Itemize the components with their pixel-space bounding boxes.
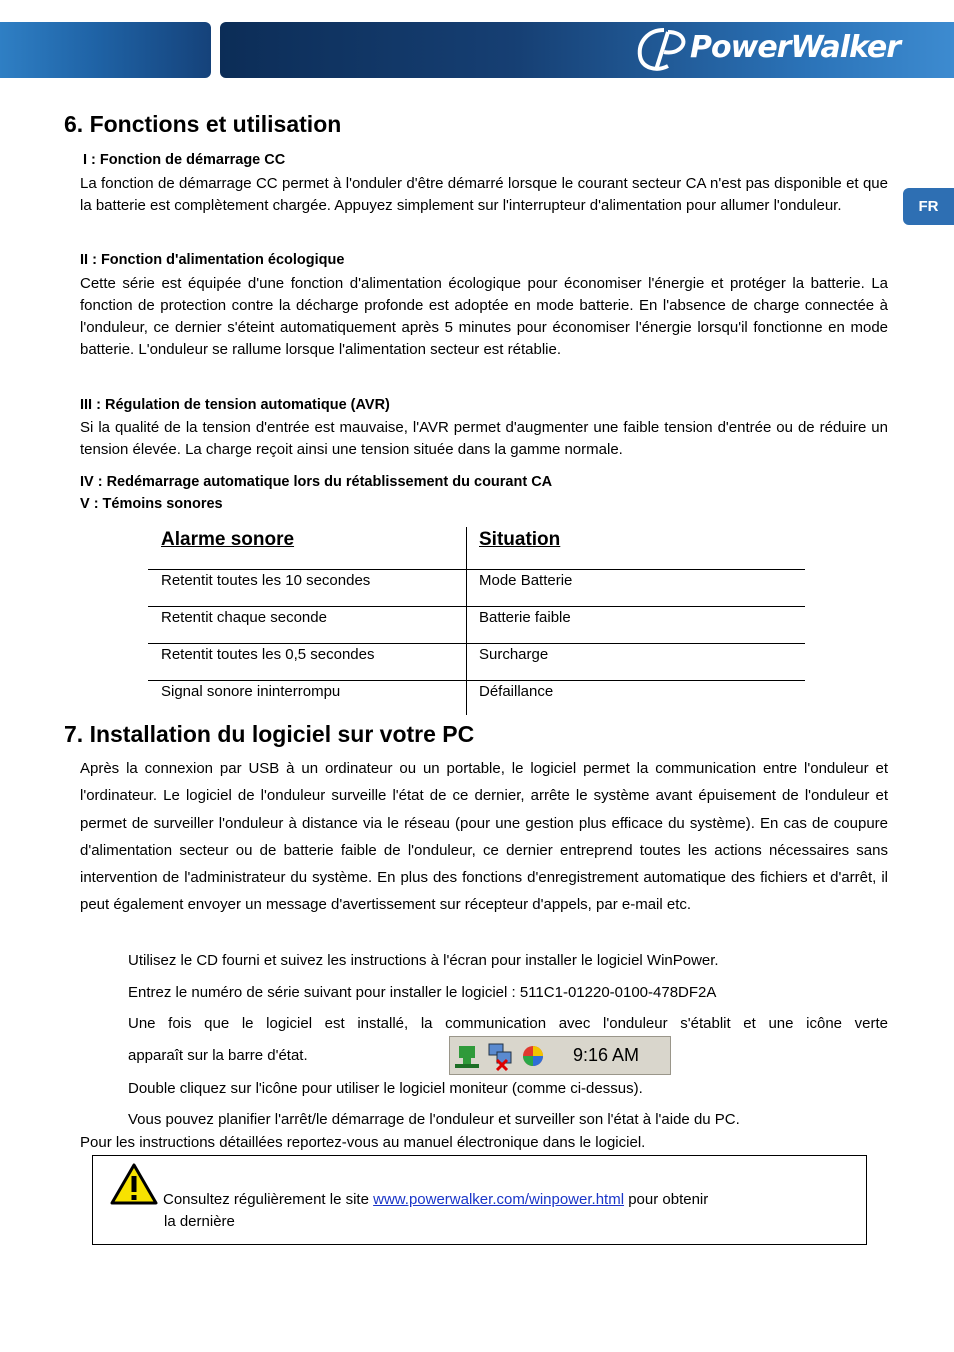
install-step-4: Double cliquez sur l'icône pour utiliser le logiciel moniteur (comme ci-dessus). bbox=[128, 1080, 643, 1097]
feature-5-heading: V : Témoins sonores bbox=[80, 496, 223, 512]
table-cell: Surcharge bbox=[479, 646, 549, 663]
table-cell: Signal sonore ininterrompu bbox=[161, 683, 341, 700]
table-rule bbox=[148, 606, 805, 607]
powerwalker-logo-icon bbox=[634, 26, 692, 74]
table-cell: Défaillance bbox=[479, 683, 554, 700]
tray-clock: 9:16 AM bbox=[573, 1045, 640, 1065]
manual-note: Pour les instructions détaillées reportez-vous au manuel électronique dans le logiciel. bbox=[80, 1134, 646, 1151]
install-step-5: Vous pouvez planifier l'arrêt/le démarrage de l'onduleur et surveiller son l'état à l'aide du PC. bbox=[128, 1111, 740, 1128]
table-header-alarm: Alarme sonore bbox=[161, 529, 295, 550]
feature-3-heading: III : Régulation de tension automatique (AVR) bbox=[80, 397, 390, 413]
section-7-title: 7. Installation du logiciel sur votre PC bbox=[64, 721, 475, 747]
table-cell: Mode Batterie bbox=[479, 572, 573, 589]
install-step-2: Entrez le numéro de série suivant pour installer le logiciel : 511C1-01220-0100-478DF2A bbox=[128, 984, 717, 1001]
color-wheel-icon bbox=[523, 1046, 543, 1066]
install-step-3-cont: apparaît sur la barre d'état. bbox=[128, 1047, 308, 1064]
install-step-1: Utilisez le CD fourni et suivez les instructions à l'écran pour installer le logiciel WinPower. bbox=[128, 952, 719, 969]
section-7-intro: Après la connexion par USB à un ordinateur ou un portable, le logiciel permet la communication entre l'onduleur et l'ordinateur. Le logiciel de l'onduleur surveille l'état de ce dernier, arrête le système avant épuisement de l'onduleur et permet de surveiller l'onduleur à distance via le réseau (pour une gestion plus efficace du système). En cas de coupure d'alimentation secteur ou de batterie faible de l'onduleur, ce dernier entreprend toutes les actions nécessaires sans intervention de l'administrateur du système. En plus des fonctions d'enregistrement automatique des fichiers et d'arrêt, il peut également envoyer un message d'avertissement sur récepteur d'appels, par e-mail etc. bbox=[80, 760, 888, 914]
feature-2-heading: II : Fonction d'alimentation écologique bbox=[80, 252, 345, 268]
table-header-situation: Situation bbox=[479, 529, 561, 550]
header-banner-left bbox=[0, 22, 211, 78]
alarm-table bbox=[148, 527, 805, 715]
feature-1-text: La fonction de démarrage CC permet à l'onduler d'être démarré lorsque le courant secteur CA n'est pas disponible et que la batterie est complètement chargée. Appuyez simplement sur l'interrupteur d'alimentation pour allumer l'onduleur. bbox=[80, 175, 888, 214]
tray-icons bbox=[453, 1040, 563, 1072]
language-tab-fr[interactable]: FR bbox=[903, 188, 954, 225]
install-step-3: Une fois que le logiciel est installé, la communication avec l'onduleur s'établit et une icône verte bbox=[128, 1015, 888, 1032]
table-rule bbox=[148, 680, 805, 681]
table-divider bbox=[466, 527, 467, 715]
ups-green-icon bbox=[455, 1046, 479, 1068]
feature-2-text: Cette série est équipée d'une fonction d'alimentation écologique pour économiser l'énergie et protéger la batterie. La fonction de protection contre la décharge profonde est adoptée en mode batterie. En l'absence de charge connectée à l'onduleur, ce dernier s'éteint automatiquement après 5 minutes pour économiser l'énergie lorsqu'il fonctionne en mode batterie. L'onduleur se rallume lorsque l'alimentation secteur est rétablie. bbox=[80, 275, 888, 358]
table-cell: Retentit toutes les 10 secondes bbox=[161, 572, 371, 589]
network-icon bbox=[489, 1044, 511, 1070]
section-6-title: 6. Fonctions et utilisation bbox=[64, 111, 342, 137]
table-cell: Batterie faible bbox=[479, 609, 571, 626]
notice-suffix: pour obtenir bbox=[624, 1191, 709, 1208]
warning-icon bbox=[110, 1163, 158, 1205]
table-rule bbox=[148, 643, 805, 644]
feature-1-heading: I : Fonction de démarrage CC bbox=[83, 152, 286, 168]
feature-3-text: Si la qualité de la tension d'entrée est mauvaise, l'AVR permet d'augmenter une faible tension d'entrée ou de réduire un tension élevée. La charge reçoit ainsi une tension située dans la gamme normale. bbox=[80, 419, 888, 458]
feature-4-heading: IV : Redémarrage automatique lors du rétablissement du courant CA bbox=[80, 474, 553, 490]
notice-text bbox=[163, 1191, 708, 1208]
table-cell: Retentit chaque seconde bbox=[161, 609, 327, 626]
winpower-link[interactable]: www.powerwalker.com/winpower.html bbox=[373, 1191, 625, 1208]
table-rule bbox=[148, 569, 805, 570]
table-cell: Retentit toutes les 0,5 secondes bbox=[161, 646, 375, 663]
notice-prefix: Consultez régulièrement le site bbox=[163, 1191, 374, 1208]
brand-name: PowerWalker bbox=[690, 30, 901, 65]
notice-text-line2: la dernière bbox=[164, 1213, 235, 1230]
